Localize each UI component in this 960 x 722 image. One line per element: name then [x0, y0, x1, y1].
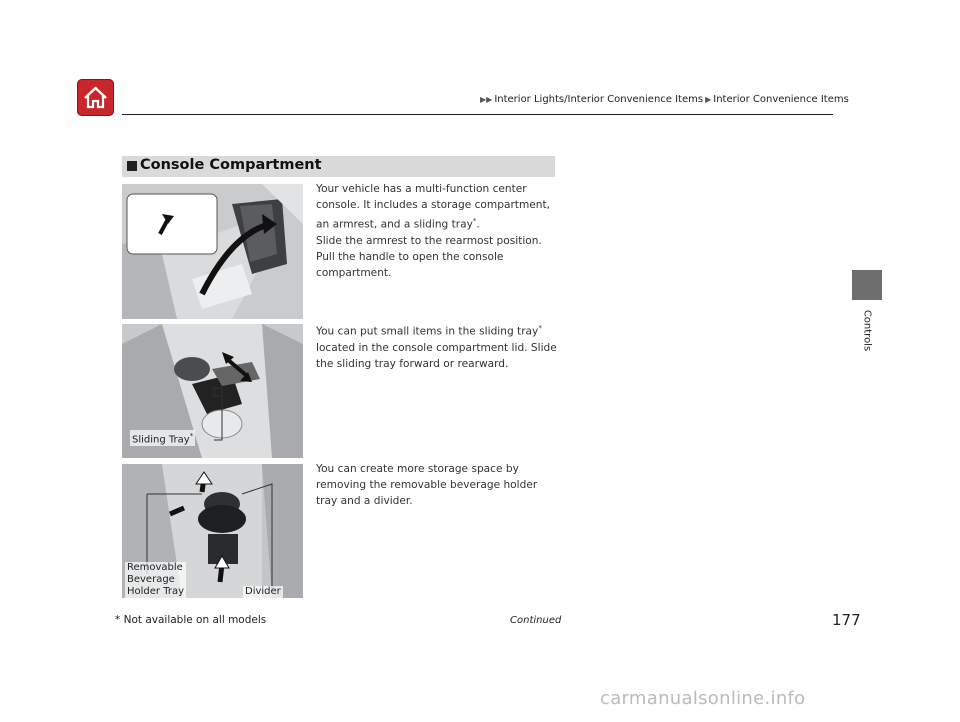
paragraph-storage-space: You can create more storage space by removing the removable beverage holder tray and a divider. — [316, 463, 538, 507]
breadcrumb-arrow-icon: ▶ — [705, 95, 712, 104]
breadcrumb-item[interactable]: Interior Convenience Items — [713, 94, 849, 105]
section-header — [122, 156, 555, 177]
section-bullet-icon — [127, 161, 137, 171]
breadcrumb-arrow-icon: ▶▶ — [480, 95, 493, 104]
breadcrumb — [478, 94, 849, 105]
divider-label: Divider — [245, 586, 281, 597]
chapter-tab-label: Controls — [861, 309, 873, 352]
page-number: 177 — [832, 611, 861, 629]
home-icon — [77, 79, 114, 116]
chapter-tab[interactable] — [852, 270, 882, 300]
paragraph-console-intro: Your vehicle has a multi-function center console. It includes a storage compartment, an armrest, and a sliding tray*. Slide the armrest to the rearmost position. Pull the handle to open the console compartment. — [316, 183, 551, 279]
home-button[interactable] — [77, 79, 114, 116]
section-title: Console Compartment — [140, 157, 322, 173]
sliding-tray-label: Sliding Tray* — [132, 432, 194, 446]
breadcrumb-item[interactable]: Interior Lights/Interior Convenience Items — [494, 94, 704, 105]
continued-label: Continued — [510, 615, 562, 626]
watermark: carmanualsonline.info — [600, 688, 806, 709]
console-armrest-image — [122, 184, 303, 319]
paragraph-sliding-tray: You can put small items in the sliding tray* located in the console compartment lid. Slide the sliding tray forward or rearward. — [316, 324, 557, 370]
removable-holder-label: Removable Beverage Holder Tray — [127, 562, 185, 597]
footnote: * Not available on all models — [115, 614, 267, 626]
header-divider — [122, 114, 833, 115]
